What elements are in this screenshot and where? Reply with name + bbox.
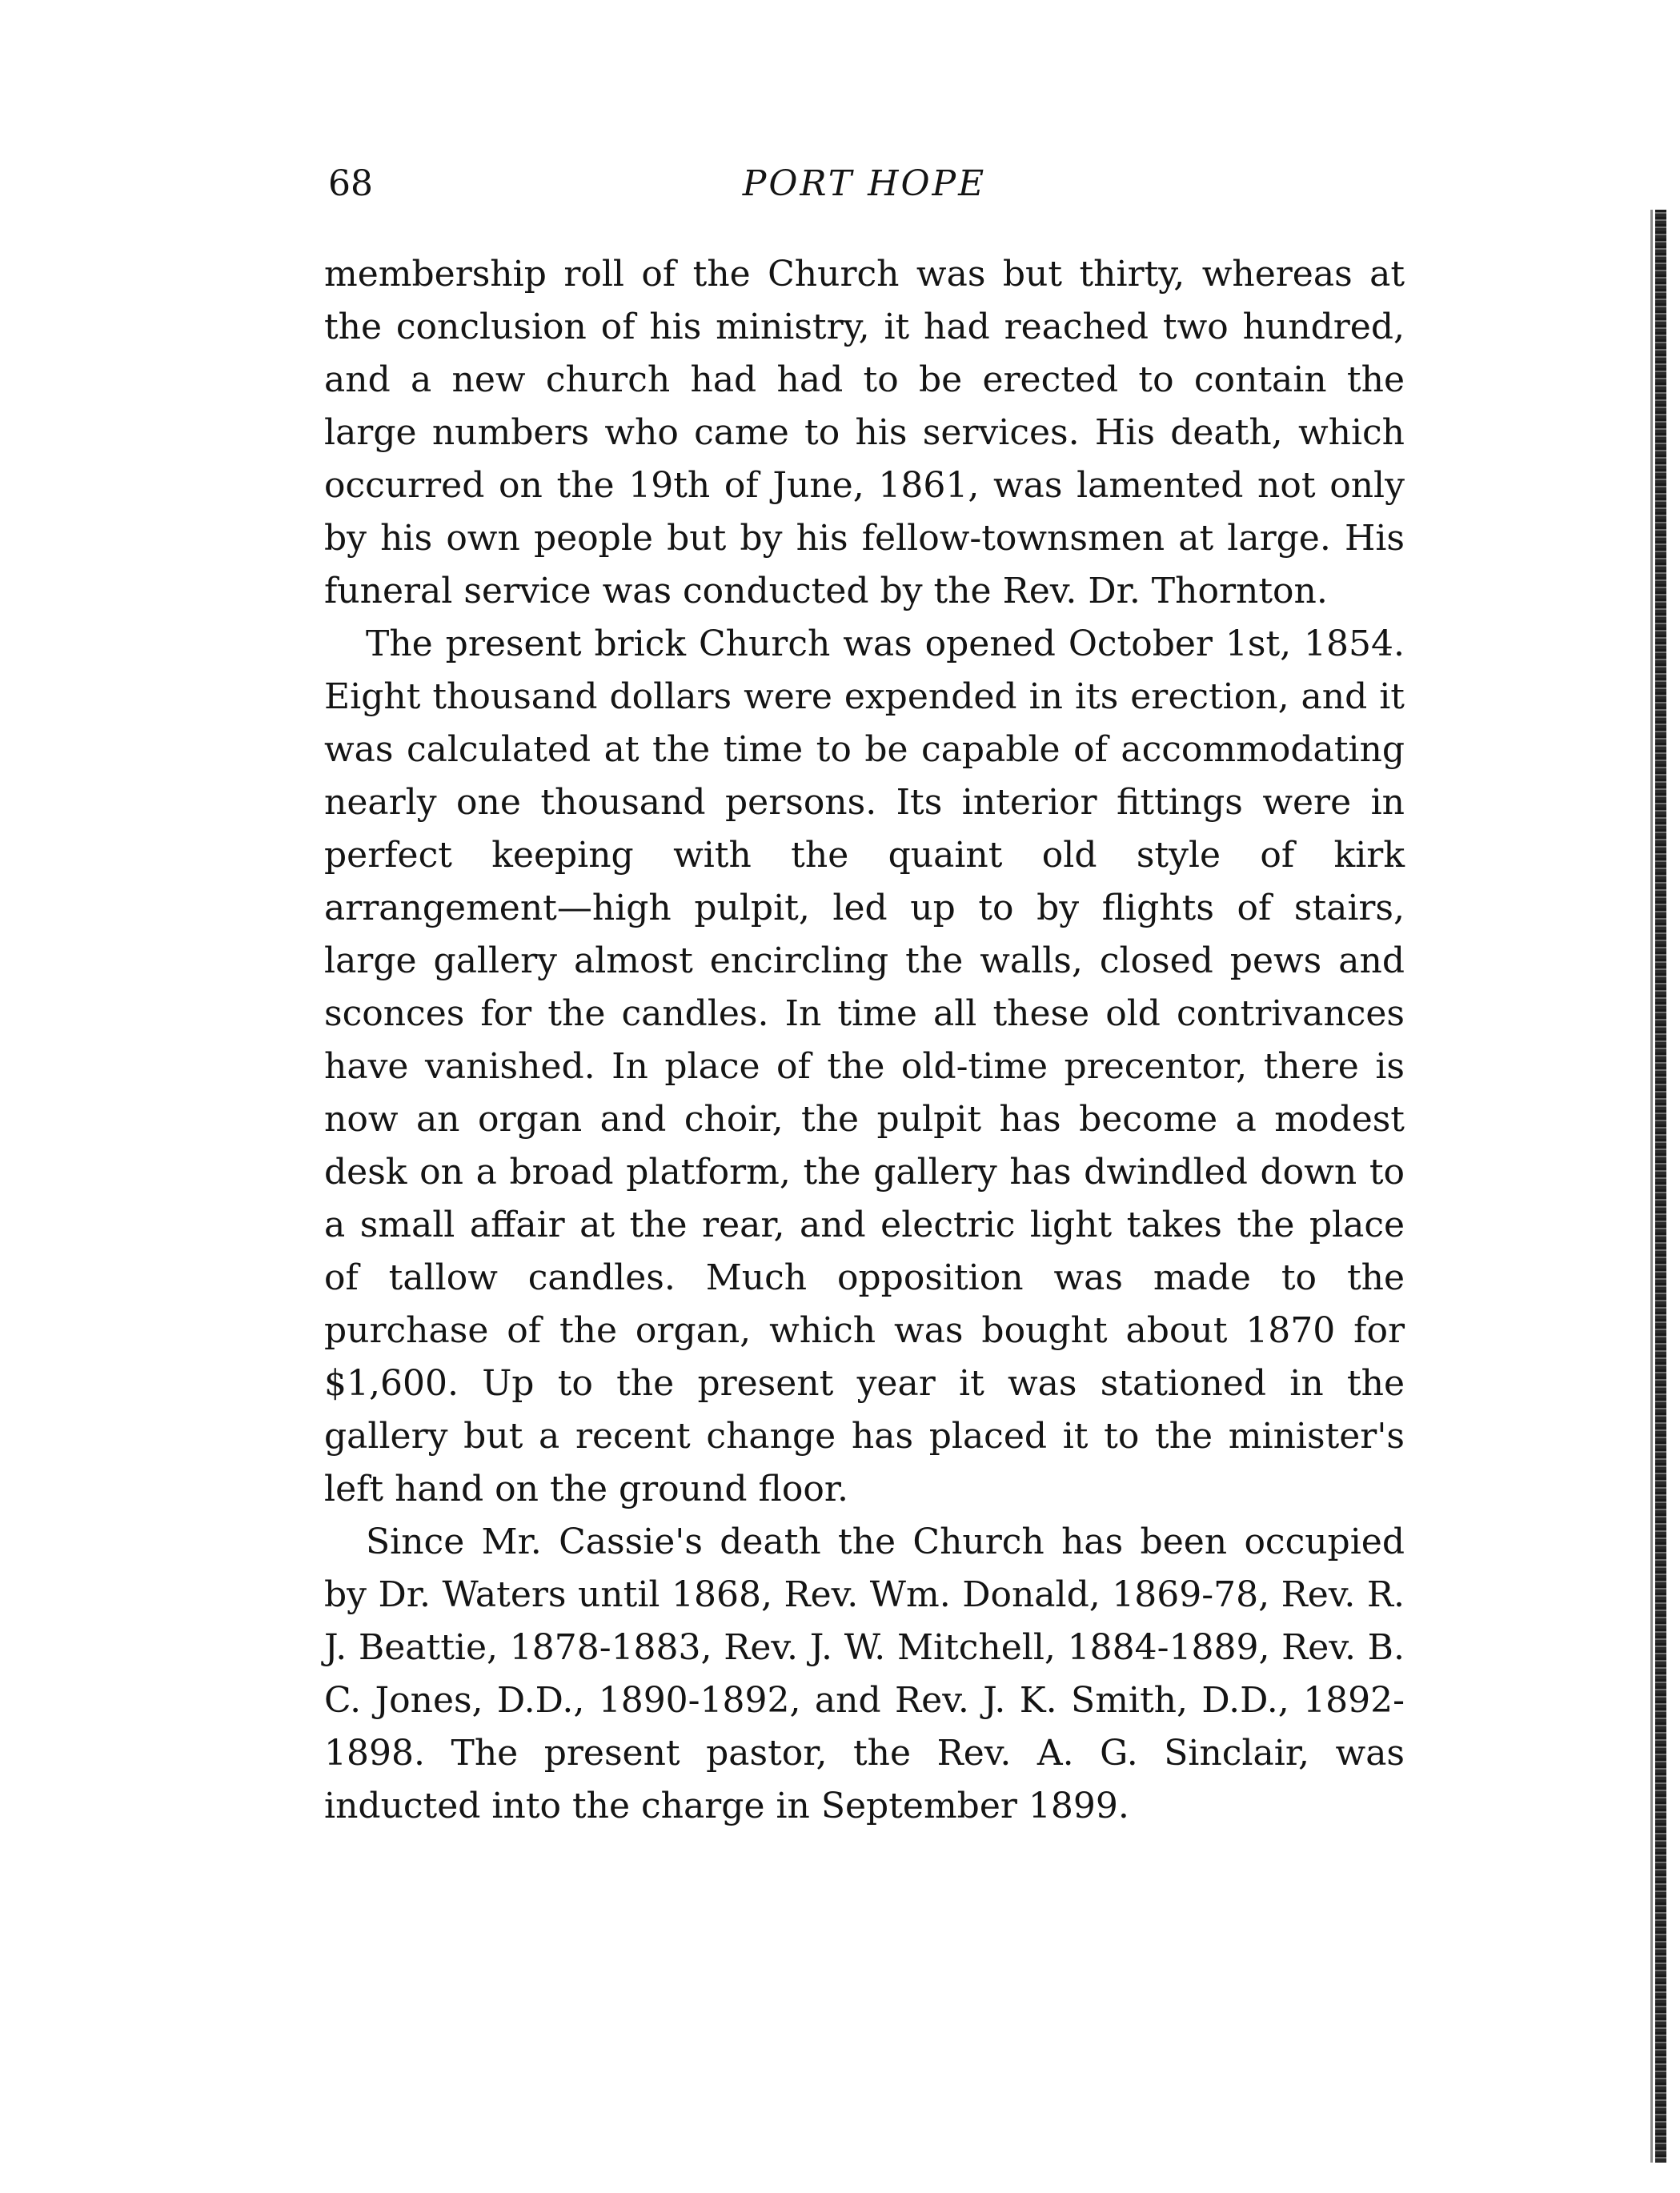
running-head bbox=[328, 156, 1401, 212]
body-text bbox=[324, 248, 1405, 1833]
paragraph-continued: membership roll of the Church was but thirty, whereas at the conclusion of his ministry, it had reached two hundred, and a new church had had to be erected to contain the large numbers who came to his services. His death, which occurred on the 19th of June, 1861, was lamented not only by his own people but by his fellow-townsmen at large. His funeral service was conducted by the Rev. Dr. Thornton. bbox=[324, 254, 1405, 611]
page-number: 68 bbox=[328, 163, 373, 204]
paragraph-brick-church: The present brick Church was opened October 1st, 1854. Eight thousand dollars were expended in its erection, and it was calculated at the time to be capable of accommodating nearly one thousand persons. Its interior fittings were in perfect keeping with the quaint old style of kirk arrangement—high pulpit, led up to by flights of stairs, large gallery almost encircling the walls, closed pews and sconces for the candles. In time all these old contrivances have vanished. In place of the old-time precentor, there is now an organ and choir, the pulpit has become a modest desk on a broad platform, the gallery has dwindled down to a small affair at the rear, and electric light takes the place of tallow candles. Much opposition was made to the purchase of the organ, which was bought about 1870 for $1,600. Up to the present year it was stationed in the gallery but a recent change has placed it to the minister's left hand on the ground floor. bbox=[324, 623, 1405, 1509]
paragraph-pastors: Since Mr. Cassie's death the Church has been occupied by Dr. Waters until 1868, Rev. Wm. Donald, 1869-78, Rev. R. J. Beattie, 1878-1883, Rev. J. W. Mitchell, 1884-1889, Rev. B. C. Jones, D.D., 1890-1892, and Rev. J. K. Smith, D.D., 1892-1898. The present pastor, the Rev. A. G. Sinclair, was inducted into the charge in September 1899. bbox=[324, 1521, 1405, 1826]
running-title: PORT HOPE bbox=[742, 163, 987, 204]
page-edge-shadow bbox=[1650, 210, 1653, 2163]
book-binding-edge bbox=[1655, 210, 1666, 2163]
